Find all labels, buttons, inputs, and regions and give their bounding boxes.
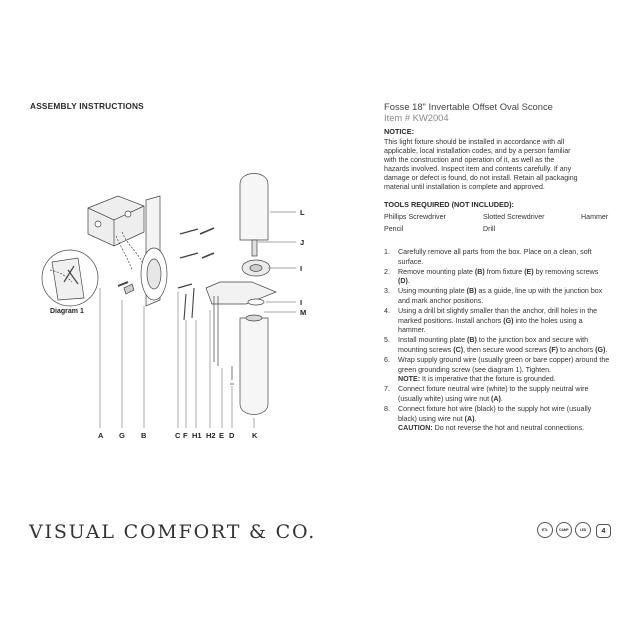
product-title: Fosse 18" Invertable Offset Oval Sconce (384, 101, 553, 112)
part-label-h2: H2 (206, 431, 216, 440)
tool-item: Slotted Screwdriver (483, 213, 545, 221)
step-number: 8. (384, 404, 390, 413)
part-label-e: E (219, 431, 225, 440)
part-label-k: K (252, 431, 258, 440)
item-number: Item # KW2004 (384, 112, 449, 123)
notice-line: material until installation is complete and approved. (384, 183, 545, 191)
tool-item: Phillips Screwdriver (384, 213, 446, 221)
step-number: 5. (384, 336, 390, 345)
part-label-a: A (98, 431, 104, 440)
step-number: 4. (384, 306, 390, 315)
page-heading: ASSEMBLY INSTRUCTIONS (30, 101, 144, 111)
step-text: Wrap supply ground wire (usually green or bare copper) around the green grounding screw (see diagram 1). Tighten. (398, 355, 610, 374)
notice-line: This light fixture should be installed in accordance with all (384, 138, 565, 146)
page-number: 4 (596, 524, 611, 538)
notice-line: applicable, local installation codes, and by a person familiar (384, 147, 571, 155)
step-text: Connect fixture hot wire (black) to the supply hot wire (usually black) using wire nut (A). (398, 404, 592, 423)
fixture-arm (206, 282, 276, 304)
step-text: Remove mounting plate (B) from fixture (E) by removing screws (D). (398, 267, 599, 286)
brand-logo: VISUAL COMFORT & CO. (29, 521, 317, 543)
bottom-diffuser (240, 318, 268, 415)
part-label-b: B (141, 431, 147, 440)
part-label-m: M (300, 308, 307, 317)
step-text: Connect fixture neutral wire (white) to the supply neutral wire (usually white) using wire nut (A). (398, 385, 589, 403)
part-label-d: D (229, 431, 235, 440)
etl-badge-icon: ETL (537, 522, 553, 538)
notice-line: with the construction and operation of it, as well as the (384, 156, 555, 164)
part-label-f: F (183, 431, 188, 440)
step-note: CAUTION: Do not reverse the hot and neutral connections. (398, 424, 585, 433)
tool-item: Hammer (581, 213, 609, 221)
notice-line: hazards involved. Inspect item and contents carefully. If any (384, 165, 572, 173)
led-badge-icon: LED (575, 522, 591, 538)
junction-box (88, 196, 144, 246)
tool-item: Drill (483, 225, 496, 233)
step-text: Carefully remove all parts from the box. Place on a clean, soft surface. (398, 248, 592, 266)
step-text: Using mounting plate (B) as a guide, line up with the junction box and mark anchor positions. (398, 287, 603, 305)
damp-badge-icon: DAMP (556, 522, 572, 538)
diagram-1-label: Diagram 1 (50, 308, 84, 315)
part-label-g: G (119, 431, 125, 440)
certification-badges (537, 522, 591, 538)
step-number: 1. (384, 248, 390, 256)
step-number: 7. (384, 385, 390, 394)
top-diffuser (240, 174, 268, 241)
step-note: NOTE: It is imperative that the fixture is grounded. (398, 375, 556, 384)
part-label-c: C (175, 431, 181, 440)
step-number: 2. (384, 267, 390, 276)
step-number: 3. (384, 287, 390, 296)
part-label-i: I (300, 264, 303, 273)
part-label-h1: H1 (192, 431, 202, 440)
step-text: Using a drill bit slightly smaller than the anchor, drill holes in the marked positions. Install anchors (G) into the holes using a hammer. (398, 306, 598, 335)
tools-title: TOOLS REQUIRED (NOT INCLUDED): (384, 200, 514, 209)
tool-item: Pencil (384, 225, 404, 233)
note-text: Do not reverse the hot and neutral connections. (432, 424, 585, 433)
notice-title: NOTICE: (384, 127, 414, 136)
part-label-j: J (300, 238, 305, 247)
part-label-i: I (300, 298, 303, 307)
note-text: It is imperative that the fixture is grounded. (420, 375, 556, 384)
notice-line: damage or defect is found, do not install. Retain all packaging (384, 174, 578, 182)
step-number: 6. (384, 355, 390, 364)
step-text: Install mounting plate (B) to the junction box and secure with mounting screws (C), then secure wood screws (F) to anchors (G). (398, 336, 608, 354)
part-label-l: L (300, 208, 305, 217)
